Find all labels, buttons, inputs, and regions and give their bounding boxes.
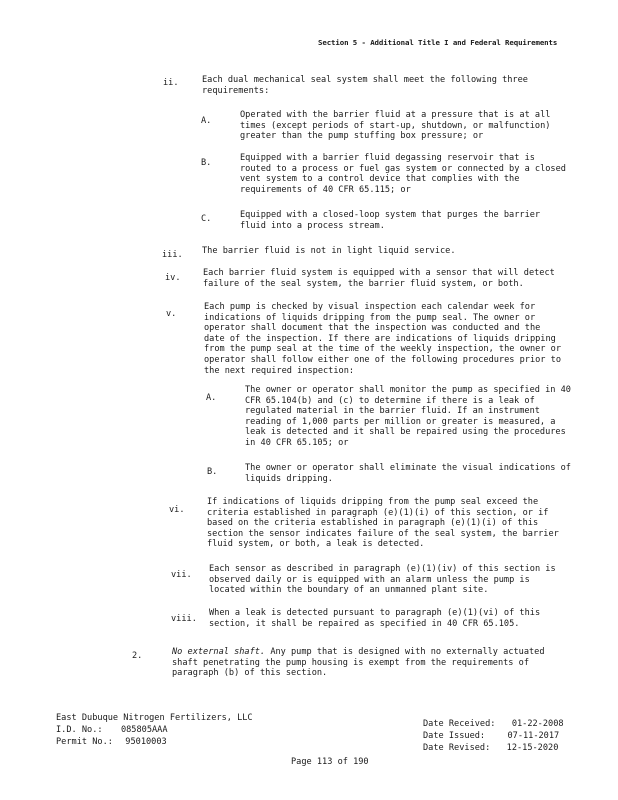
text-line: indications of liquids dripping from the pump seal. The owner or <box>204 312 536 323</box>
text-line: When a leak is detected pursuant to paragraph (e)(1)(vi) of this <box>209 608 541 618</box>
text-line: Each sensor as described in paragraph (e)(1)(iv) of this section is <box>209 564 556 574</box>
text-line: times (except periods of start-up, shutdown, or malfunction) <box>240 120 551 131</box>
footer-received-value: 01-22-2008 <box>511 719 564 729</box>
footer-received-label: Date Received: <box>423 719 496 729</box>
text-line: Equipped with a closed-loop system that purges the barrier <box>240 210 541 220</box>
item-viii-number: viii. <box>171 614 197 624</box>
item-vi-number: vi. <box>169 505 185 515</box>
text-line: operator shall document that the inspection was conducted and the <box>204 323 541 334</box>
item-ii-number: ii. <box>163 78 179 88</box>
text-line: fluid into a process stream. <box>240 220 385 231</box>
item-v-b-text <box>245 463 571 484</box>
footer-issued-label: Date Issued: <box>423 731 486 741</box>
text-line: liquids dripping. <box>245 473 333 484</box>
text-line: section the sensor indicates failure of the seal system, the barrier <box>207 528 559 539</box>
text-line: the next required inspection: <box>204 365 355 376</box>
footer-id-label: I.D. No.: <box>56 725 103 735</box>
text-line: routed to a process or fuel gas system or connected by a closed <box>240 163 566 174</box>
text-line: Each pump is checked by visual inspection each calendar week for <box>204 302 536 312</box>
item-v-a-text <box>245 385 571 449</box>
item-vii-number: vii. <box>171 570 192 580</box>
text-line: shaft penetrating the pump housing is exempt from the requirements of <box>172 657 529 668</box>
text-line: Each barrier fluid system is equipped with a sensor that will detect <box>203 268 555 278</box>
item-iii-number: iii. <box>162 250 183 260</box>
text-line: criteria established in paragraph (e)(1)(i) of this section, or if <box>207 507 549 518</box>
footer-id <box>56 725 168 736</box>
text-line: operator shall follow either one of the following procedures prior to <box>204 354 561 365</box>
text-line: date of the inspection. If there are indications of liquids dripping <box>204 333 556 344</box>
footer-issued-value: 07-11-2017 <box>507 731 560 741</box>
text-line: from the pump seal at the time of the weekly inspection, the owner or <box>204 344 561 355</box>
text-line: reading of 1,000 parts per million or greater is measured, a <box>245 416 556 427</box>
item-iii-text <box>202 246 456 257</box>
text-line: vent system to a control device that complies with the <box>240 174 520 185</box>
footer-permit <box>56 737 167 748</box>
item-vi-text <box>207 497 559 550</box>
item-2-text <box>172 647 545 679</box>
footer-date-revised <box>423 743 558 754</box>
text-line: located within the boundary of an unmanned plant site. <box>209 585 489 596</box>
footer-permit-value: 95010003 <box>125 737 167 747</box>
text-line: section, it shall be repaired as specified in 40 CFR 65.105. <box>209 618 520 629</box>
item-iv-number: iv. <box>165 273 181 283</box>
item-v-number: v. <box>166 309 177 319</box>
item-ii-b-text <box>240 153 566 195</box>
footer-revised-label: Date Revised: <box>423 743 491 753</box>
text-line: regulated material in the barrier fluid. If an instrument <box>245 406 540 417</box>
item-v-b-label: B. <box>207 467 218 477</box>
item-2-rest: Any pump that is designed with no externally actuated <box>265 647 545 657</box>
item-ii-text <box>202 75 528 96</box>
item-viii-text <box>209 608 540 629</box>
item-2-lead: No external shaft. <box>172 647 266 657</box>
footer-company: East Dubuque Nitrogen Fertilizers, LLC <box>56 713 253 723</box>
text-line: fluid system, or both, a leak is detected. <box>207 539 425 550</box>
item-ii-b-label: B. <box>201 158 212 168</box>
item-v-a-label: A. <box>206 393 217 403</box>
text-line: CFR 65.104(b) and (c) to determine if there is a leak of <box>245 395 535 406</box>
footer-date-issued <box>423 731 559 742</box>
item-ii-c-text <box>240 210 540 231</box>
text-line <box>172 647 545 658</box>
footer-permit-label: Permit No.: <box>56 737 113 747</box>
text-line: Each dual mechanical seal system shall meet the following three <box>202 75 528 85</box>
text-line: Operated with the barrier fluid at a pressure that is at all <box>240 110 551 120</box>
text-line: in 40 CFR 65.105; or <box>245 437 349 448</box>
text-line: paragraph (b) of this section. <box>172 668 328 679</box>
text-line: requirements: <box>202 85 270 96</box>
item-2-number: 2. <box>132 651 143 661</box>
section-header: Section 5 - Additional Title I and Federal Requirements <box>318 38 558 47</box>
item-ii-c-label: C. <box>201 214 212 224</box>
text-line: If indications of liquids dripping from the pump seal exceed the <box>207 497 539 507</box>
page-number: Page 113 of 190 <box>291 757 369 767</box>
text-line: requirements of 40 CFR 65.115; or <box>240 184 411 195</box>
text-line: observed daily or is equipped with an alarm unless the pump is <box>209 574 530 585</box>
footer-date-received <box>423 719 564 730</box>
text-line: failure of the seal system, the barrier fluid system, or both. <box>203 278 524 289</box>
item-v-text <box>204 302 561 376</box>
footer-id-value: 085805AAA <box>120 725 168 735</box>
text-line: greater than the pump stuffing box pressure; or <box>240 131 484 142</box>
item-ii-a-text <box>240 110 550 142</box>
item-ii-a-label: A. <box>201 116 212 126</box>
item-vii-text <box>209 564 556 596</box>
item-iv-text <box>203 268 555 289</box>
text-line: leak is detected and it shall be repaired using the procedures <box>245 427 566 438</box>
text-line: Equipped with a barrier fluid degassing reservoir that is <box>240 153 535 163</box>
text-line: The barrier fluid is not in light liquid service. <box>202 246 456 256</box>
text-line: The owner or operator shall monitor the pump as specified in 40 <box>245 385 571 395</box>
footer-revised-value: 12-15-2020 <box>506 743 559 753</box>
text-line: based on the criteria established in paragraph (e)(1)(i) of this <box>207 518 539 529</box>
text-line: The owner or operator shall eliminate the visual indications of <box>245 463 571 473</box>
